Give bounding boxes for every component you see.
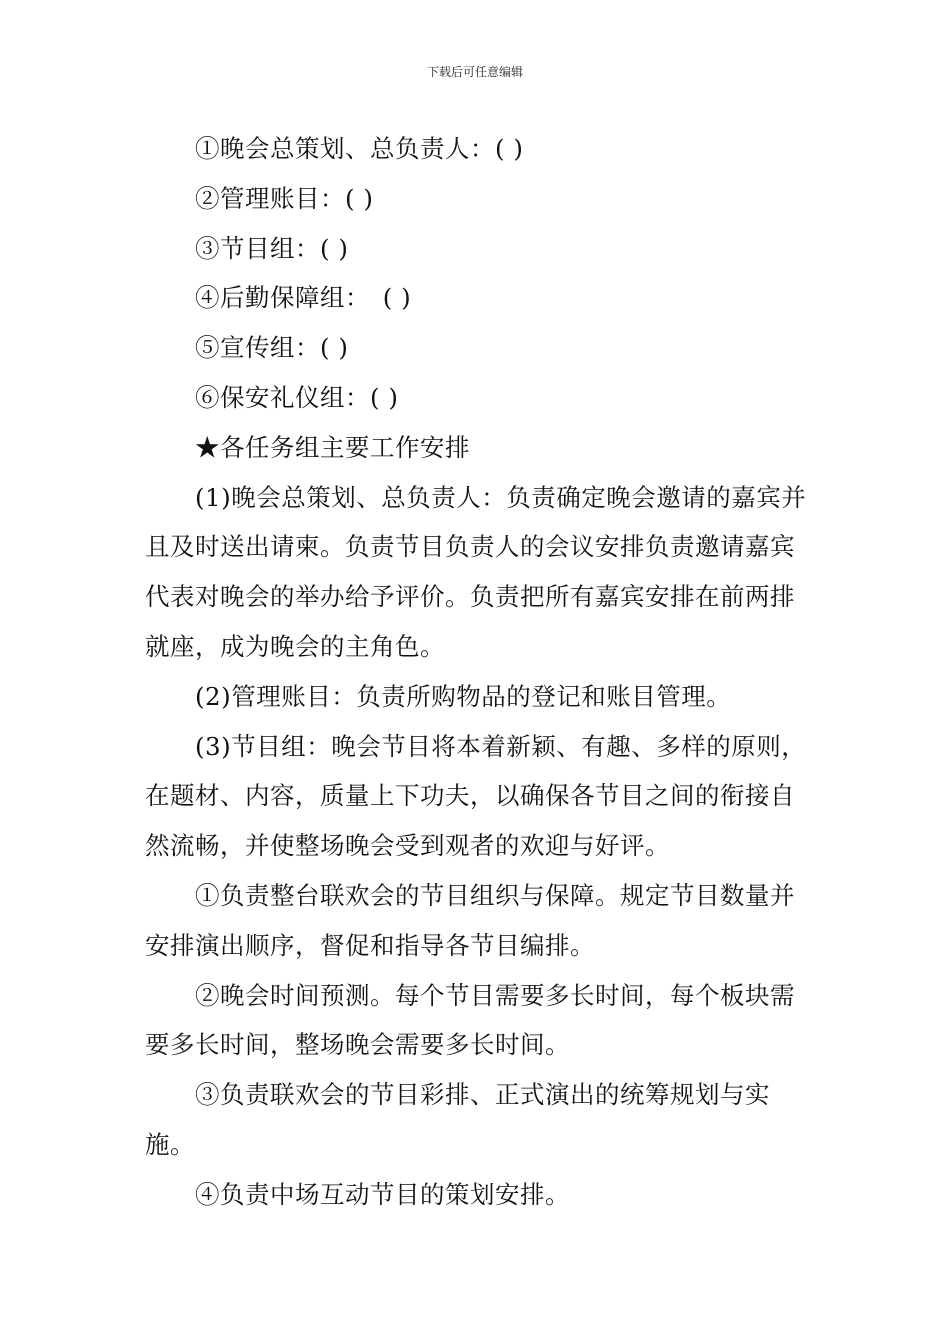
paragraph-program-item-3: ③负责联欢会的节目彩排、正式演出的统筹规划与实施。 [145,1080,770,1159]
paragraph-program-item-1: ①负责整台联欢会的节目组织与保障。规定节目数量并安排演出顺序，督促和指导各节目编排。 [145,880,795,960]
section-heading-task-arrangement: ★各任务组主要工作安排 [195,432,470,462]
role-line-publicity-group: ⑤宣传组：( ) [195,333,349,363]
role-line-chief-planner: ①晚会总策划、总负责人：( ) [195,134,524,163]
role-line-accounts: ②管理账目：( ) [195,183,374,213]
document-body [145,124,810,1220]
paragraph-accounts-duties: (2)管理账目：负责所购物品的登记和账目管理。 [195,681,732,711]
role-line-security-group: ⑥保安礼仪组：( ) [195,382,399,412]
page-header-note: 下载后可任意编辑 [426,65,523,79]
role-line-program-group: ③节目组：( ) [195,233,349,263]
paragraph-program-item-2: ②晚会时间预测。每个节目需要多长时间，每个板块需要多长时间，整场晚会需要多长时间。 [145,980,795,1060]
paragraph-program-group-duties: (3)节目组：晚会节目将本着新颖、有趣、多样的原则，在题材、内容，质量上下功夫，以确保各节目之间的衔接自然流畅，并使整场晚会受到观者的欢迎与好评。 [145,731,807,861]
paragraph-program-item-4: ④负责中场互动节目的策划安排。 [195,1179,570,1209]
role-line-logistics-group: ④后勤保障组： ( ) [195,283,412,313]
paragraph-chief-planner-duties: (1)晚会总策划、总负责人：负责确定晚会邀请的嘉宾并且及时送出请柬。负责节目负责人的会议安排负责邀请嘉宾代表对晚会的举办给予评价。负责把所有嘉宾安排在前两排就座，成为晚会的主角色。 [145,482,807,661]
